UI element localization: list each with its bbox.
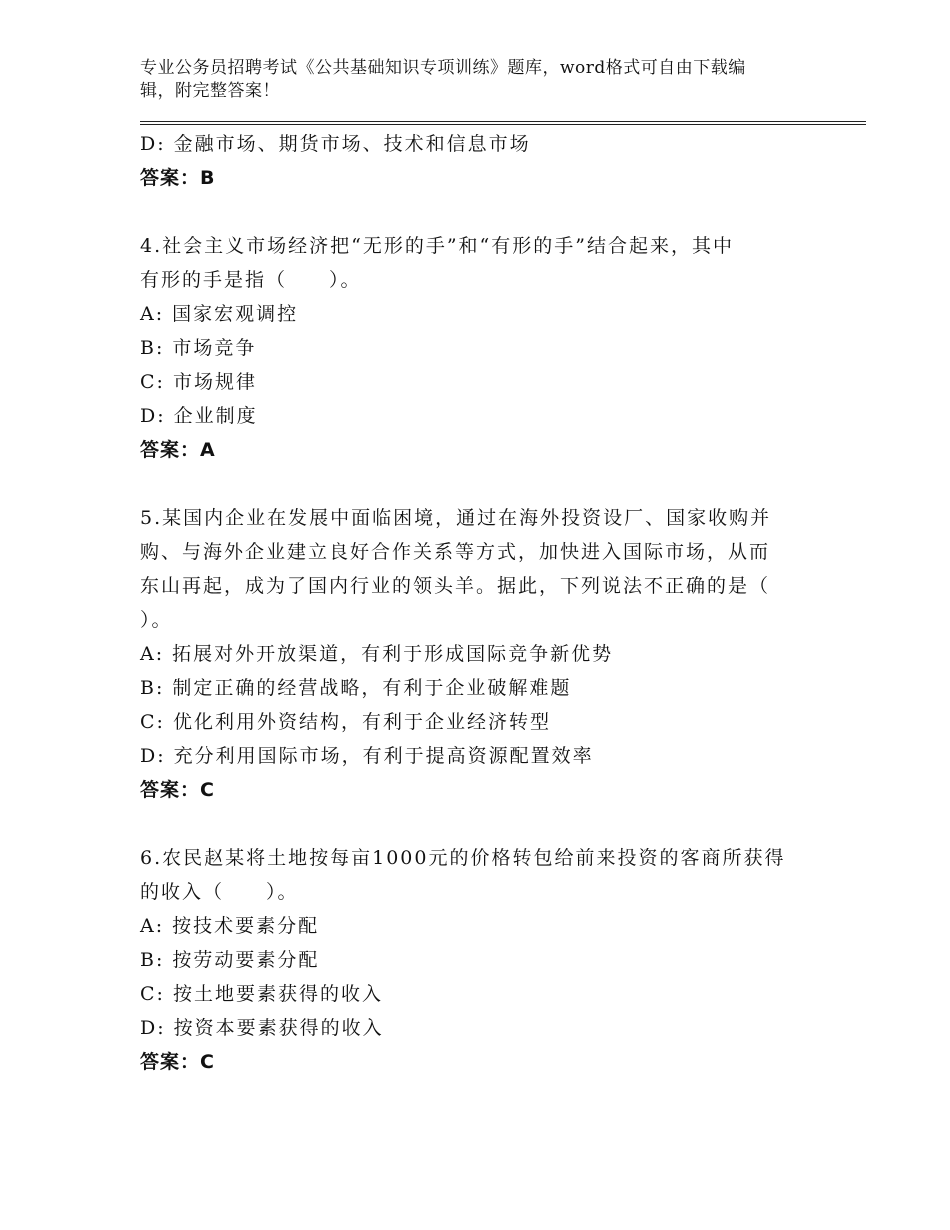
option-d: D: 充分利用国际市场，有利于提高资源配置效率 xyxy=(140,745,594,767)
answer: 答案：B xyxy=(140,167,216,189)
header-rule-top xyxy=(140,121,866,122)
option-b: B: 市场竞争 xyxy=(140,337,257,359)
question-content xyxy=(140,127,820,1079)
option-c: C: 市场规律 xyxy=(140,371,257,393)
option-a: A: 拓展对外开放渠道，有利于形成国际竞争新优势 xyxy=(140,643,614,665)
question-stem-line: 东山再起，成为了国内行业的领头羊。据此，下列说法不正确的是（ xyxy=(140,575,771,597)
option-c: C: 优化利用外资结构，有利于企业经济转型 xyxy=(140,711,551,733)
question-3-tail xyxy=(140,127,820,195)
header-line-1: 专业公务员招聘考试《公共基础知识专项训练》题库，word格式可自由下载编 xyxy=(140,58,746,78)
option-d: D: 企业制度 xyxy=(140,405,258,427)
question-stem-line: 购、与海外企业建立良好合作关系等方式，加快进入国际市场，从而 xyxy=(140,541,771,563)
question-stem-line: 5.某国内企业在发展中面临困境，通过在海外投资设厂、国家收购并 xyxy=(140,507,772,529)
question-stem-line: 有形的手是指（ ）。 xyxy=(140,269,362,291)
option-d: D: 按资本要素获得的收入 xyxy=(140,1017,384,1039)
answer: 答案：C xyxy=(140,1051,215,1073)
header-line-2: 辑，附完整答案！ xyxy=(140,81,280,101)
document-header xyxy=(140,57,800,103)
option-b: B: 按劳动要素分配 xyxy=(140,949,320,971)
question-stem-line: 4.社会主义市场经济把“无形的手”和“有形的手”结合起来，其中 xyxy=(140,235,734,257)
option-c: C: 按土地要素获得的收入 xyxy=(140,983,383,1005)
question-stem-line: ）。 xyxy=(140,609,173,631)
question-5 xyxy=(140,501,820,807)
header-rule-bottom xyxy=(140,124,866,125)
answer: 答案：C xyxy=(140,779,215,801)
question-4 xyxy=(140,229,820,467)
question-stem-line: 6.农民赵某将土地按每亩1000元的价格转包给前来投资的客商所获得 xyxy=(140,847,786,869)
question-stem-line: 的收入（ ）。 xyxy=(140,881,299,903)
question-6 xyxy=(140,841,820,1079)
option-b: B: 制定正确的经营战略，有利于企业破解难题 xyxy=(140,677,572,699)
option-a: A: 按技术要素分配 xyxy=(140,915,320,937)
option-d: D: 金融市场、期货市场、技术和信息市场 xyxy=(140,133,531,155)
answer: 答案：A xyxy=(140,439,216,461)
option-a: A: 国家宏观调控 xyxy=(140,303,299,325)
